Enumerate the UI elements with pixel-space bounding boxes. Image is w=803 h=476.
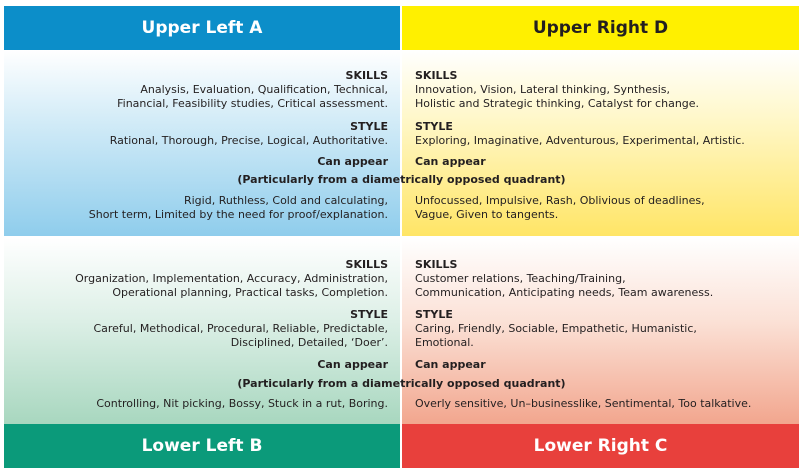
- lr-skills-text: Customer relations, Teaching/Training, Communication, Anticipating needs, Team awareness.: [415, 272, 714, 299]
- upper-left-header: Upper Left A: [4, 6, 400, 50]
- ll-can-appear-text: Controlling, Nit picking, Bossy, Stuck in a rut, Boring.: [96, 397, 388, 410]
- ur-can-appear-heading: Can appear: [415, 155, 486, 168]
- ur-style-text: Exploring, Imaginative, Adventurous, Experimental, Artistic.: [415, 134, 745, 147]
- ll-style-text: Careful, Methodical, Procedural, Reliable, Predictable, Disciplined, Detailed, ‘Doer’.: [93, 322, 388, 349]
- lower-left-quadrant: [4, 238, 400, 424]
- ur-skills-heading: SKILLS: [415, 69, 458, 82]
- ur-can-appear-text: Unfocussed, Impulsive, Rash, Oblivious of deadlines, Vague, Given to tangents.: [415, 194, 705, 221]
- ll-style-heading: STYLE: [350, 308, 388, 321]
- upper-opposed-note: (Particularly from a diametrically opposed quadrant): [237, 173, 566, 186]
- lr-can-appear-text: Overly sensitive, Un–businesslike, Sentimental, Too talkative.: [415, 397, 752, 410]
- lr-can-appear-heading: Can appear: [415, 358, 486, 371]
- lower-right-quadrant: [402, 238, 799, 424]
- upper-right-header: Upper Right D: [402, 6, 799, 50]
- ul-skills-heading: SKILLS: [345, 69, 388, 82]
- ul-style-heading: STYLE: [350, 120, 388, 133]
- ur-skills-text: Innovation, Vision, Lateral thinking, Synthesis, Holistic and Strategic thinking, Catalyst for change.: [415, 83, 700, 110]
- lr-skills-heading: SKILLS: [415, 258, 458, 271]
- upper-left-quadrant: [4, 50, 400, 236]
- ur-style-heading: STYLE: [415, 120, 453, 133]
- ll-skills-heading: SKILLS: [345, 258, 388, 271]
- ll-can-appear-heading: Can appear: [317, 358, 388, 371]
- upper-right-quadrant: [402, 50, 799, 236]
- lower-right-header: Lower Right C: [402, 424, 799, 468]
- ul-style-text: Rational, Thorough, Precise, Logical, Authoritative.: [109, 134, 388, 147]
- lr-style-text: Caring, Friendly, Sociable, Empathetic, Humanistic, Emotional.: [415, 322, 697, 349]
- ul-skills-text: Analysis, Evaluation, Qualification, Technical, Financial, Feasibility studies, Critical assessment.: [117, 83, 388, 110]
- lower-opposed-note: (Particularly from a diametrically opposed quadrant): [237, 377, 566, 390]
- ll-skills-text: Organization, Implementation, Accuracy, Administration, Operational planning, Practical tasks, Completion.: [75, 272, 388, 299]
- lr-style-heading: STYLE: [415, 308, 453, 321]
- lower-left-header: Lower Left B: [4, 424, 400, 468]
- ul-can-appear-heading: Can appear: [317, 155, 388, 168]
- ul-can-appear-text: Rigid, Ruthless, Cold and calculating, Short term, Limited by the need for proof/explanation.: [88, 194, 388, 221]
